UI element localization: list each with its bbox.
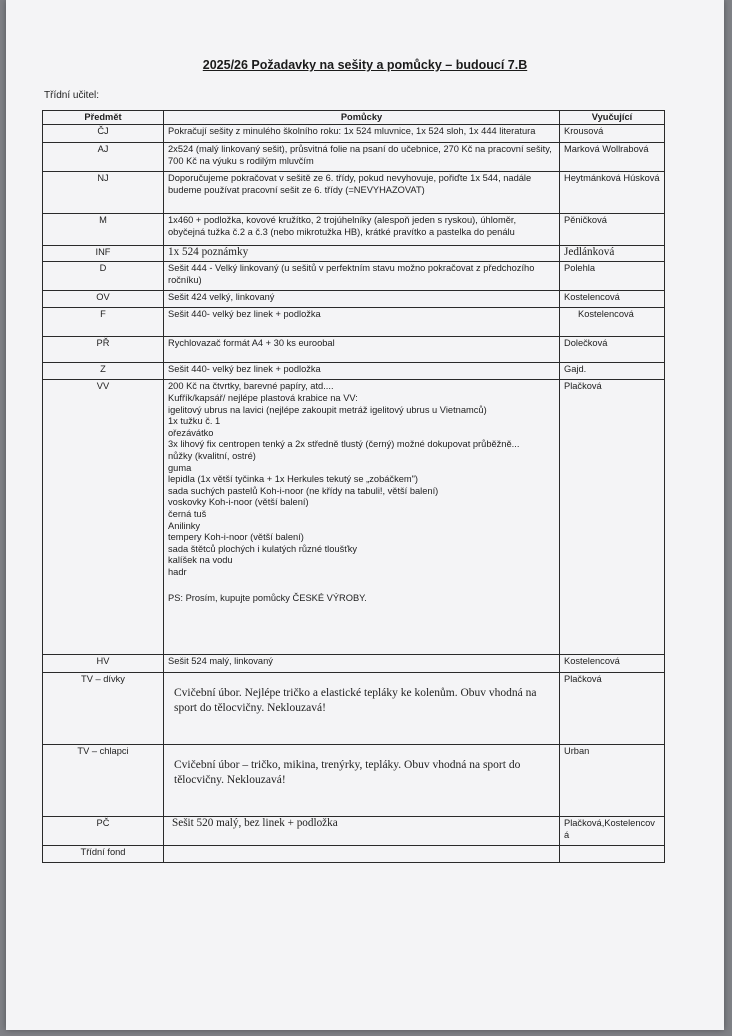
table-row [43, 291, 665, 308]
table-row [43, 262, 665, 291]
supplies-cell: Doporučujeme pokračovat v sešitě ze 6. třídy, pokud nevyhovuje, pořiďte 1x 544, nadále budeme používat pracovní sešit ze 6. třídy (=NEVYHAZOVAT) [164, 172, 560, 214]
list-item: ořezávátko [168, 427, 214, 438]
table-row [43, 214, 665, 246]
list-item [168, 579, 555, 590]
supplies-cell: Sešit 424 velký, linkovaný [164, 291, 560, 308]
teacher-cell: Kostelencová [560, 655, 665, 673]
table-row [43, 337, 665, 363]
teacher-cell: Jedlánková [560, 246, 665, 262]
subject-cell: Třídní fond [43, 846, 164, 863]
list-item: černá tuš [168, 508, 207, 519]
table-header-row [43, 111, 665, 125]
list-item: sada suchých pastelů Koh-i-noor (ne křídy na tabuli!, větší balení) [168, 485, 439, 496]
teacher-cell: Marková Wollrabová [560, 143, 665, 172]
supplies-cell: 1x460 + podložka, kovové kružítko, 2 trojúhelníky (alespoň jeden s ryskou), úhloměr, obyčejná tužka č.2 a č.3 (nebo mikrotužka HB), krátké pravítko a pastelka do penálu [164, 214, 560, 246]
subject-cell: TV – dívky [43, 673, 164, 745]
teacher-cell: Dolečková [560, 337, 665, 363]
list-item: hadr [168, 566, 187, 577]
header-subject: Předmět [43, 111, 164, 125]
subject-cell: NJ [43, 172, 164, 214]
supplies-cell: Sešit 444 - Velký linkovaný (u sešitů v perfektním stavu možno pokračovat z předchozího ročníku) [164, 262, 560, 291]
list-item: 1x tužku č. 1 [168, 416, 221, 427]
list-item: 200 Kč na čtvrtky, barevné papíry, atd.... [168, 381, 334, 392]
list-item: PS: Prosím, kupujte pomůcky ČESKÉ VÝROBY. [168, 592, 367, 603]
supplies-cell: 1x 524 poznámky [164, 246, 560, 262]
teacher-cell: Krousová [560, 125, 665, 143]
supplies-cell [164, 673, 560, 745]
supplies-text: Cvičební úbor. Nejlépe tričko a elastické tepláky ke kolenům. Obuv vhodná na sport do tělocvičny. Neklouzavá! [174, 687, 537, 715]
supplies-list-cell [164, 380, 560, 655]
table-row [43, 745, 665, 817]
table-row [43, 846, 665, 863]
subject-cell: INF [43, 246, 164, 262]
class-teacher-label: Třídní učitel: [44, 90, 100, 101]
supplies-cell: Pokračují sešity z minulého školního roku: 1x 524 mluvnice, 1x 524 sloh, 1x 444 literatura [164, 125, 560, 143]
subject-cell: M [43, 214, 164, 246]
supplies-table [42, 110, 665, 863]
table-row-vv [43, 380, 665, 655]
list-item: 3x lihový fix centropen tenký a 2x středně tlustý (černý) možné dokupovat průběžně... [168, 439, 520, 450]
teacher-cell: Plačková [560, 380, 665, 655]
teacher-cell: Kostelencová [560, 291, 665, 308]
supplies-cell [164, 745, 560, 817]
teacher-cell: Heytmánková Húsková [560, 172, 665, 214]
supplies-text: Cvičební úbor – tričko, mikina, trenýrky, tepláky. Obuv vhodná na sport do tělocvičny. Neklouzavá! [174, 759, 521, 787]
teacher-cell: Gajd. [560, 363, 665, 380]
table-row [43, 363, 665, 380]
supplies-cell [164, 846, 560, 863]
teacher-cell: Urban [560, 745, 665, 817]
supplies-cell: Rychlovazač formát A4 + 30 ks euroobal [164, 337, 560, 363]
table-row [43, 655, 665, 673]
header-supplies: Pomůcky [164, 111, 560, 125]
supplies-cell: Sešit 440- velký bez linek + podložka [164, 363, 560, 380]
supplies-cell: Sešit 440- velký bez linek + podložka [164, 308, 560, 337]
paper-sheet [6, 0, 724, 1030]
subject-cell: OV [43, 291, 164, 308]
list-item: guma [168, 462, 192, 473]
table-row [43, 246, 665, 262]
list-item: Kufřík/kapsář/ nejlépe plastová krabice na VV: [168, 393, 358, 403]
table-row [43, 817, 665, 846]
list-item: Anilinky [168, 520, 201, 531]
table-row [43, 125, 665, 143]
subject-cell: ČJ [43, 125, 164, 143]
table-row [43, 673, 665, 745]
supplies-cell: Sešit 520 malý, bez linek + podložka [164, 817, 560, 846]
teacher-cell: Kostelencová [560, 308, 665, 337]
list-item: igelitový ubrus na lavici (nejlépe zakoupit metráž igelitový ubrus u Vietnamců) [168, 404, 487, 415]
subject-cell: AJ [43, 143, 164, 172]
subject-cell: PŘ [43, 337, 164, 363]
table-row [43, 308, 665, 337]
teacher-cell: Plačková [560, 673, 665, 745]
supplies-cell: 2x524 (malý linkovaný sešit), průsvitná folie na psaní do učebnice, 270 Kč na pracovní sešity, 700 Kč na výuku s rodilým mluvčím [164, 143, 560, 172]
list-item: tempery Koh-i-noor (větší balení) [168, 532, 304, 543]
header-teacher: Vyučující [560, 111, 665, 125]
subject-cell: VV [43, 380, 164, 655]
table-row [43, 172, 665, 214]
teacher-cell [560, 846, 665, 863]
supplies-cell: Sešit 524 malý, linkovaný [164, 655, 560, 673]
subject-cell: HV [43, 655, 164, 673]
list-item: voskovky Koh-i-noor (větší balení) [168, 497, 309, 508]
list-item: lepidla (1x větší tyčinka + 1x Herkules tekutý se „zobáčkem") [168, 474, 419, 485]
table-row [43, 143, 665, 172]
subject-cell: PČ [43, 817, 164, 846]
list-item: kalíšek na vodu [168, 555, 233, 566]
subject-cell: F [43, 308, 164, 337]
subject-cell: TV – chlapci [43, 745, 164, 817]
teacher-cell: Pěničková [560, 214, 665, 246]
document-title: 2025/26 Požadavky na sešity a pomůcky – budoucí 7.B [202, 58, 528, 72]
list-item: nůžky (kvalitní, ostré) [168, 450, 256, 461]
list-item: sada štětců plochých i kulatých různé tloušťky [168, 543, 358, 554]
teacher-cell: Polehla [560, 262, 665, 291]
teacher-cell: Plačková,Kostelencová [560, 817, 665, 846]
subject-cell: D [43, 262, 164, 291]
subject-cell: Z [43, 363, 164, 380]
